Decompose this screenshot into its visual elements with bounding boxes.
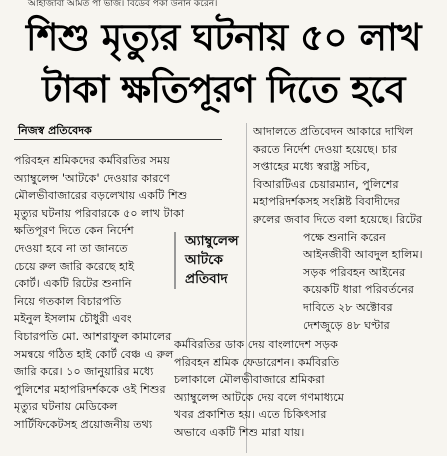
text-line: খবর প্রকাশিত হয়। এতে চিকিৎসার xyxy=(174,408,327,422)
text-line: কয়েকটি ধারা পরিবর্তনের xyxy=(303,283,414,297)
right-column xyxy=(253,123,443,334)
text-line: দেওয়া হবে না তা জানতে xyxy=(14,241,128,255)
text-line: রুলের জবাব দিতে বলা হয়েছে। রিটের xyxy=(253,212,423,226)
text-line: বিচারপতি মো. আশরাফুল কামালের xyxy=(14,329,172,343)
text-line: সড়ক পরিবহন আইনের xyxy=(303,265,406,279)
pull-quote-line: অ্যাম্বুলেন্স xyxy=(185,233,239,249)
headline-line-2: টাকা ক্ষতিপূরণ দিতে হবে xyxy=(42,68,405,111)
text-line: অভাবে একটি শিশু মারা যায়। xyxy=(174,425,305,439)
text-line: দেশজুড়ে ৪৮ ঘণ্টার xyxy=(303,318,390,332)
text-line: মৃত্যুর ঘটনায় মেডিকেল xyxy=(14,400,118,414)
text-line: নিয়ে গতকাল বিচারপতি xyxy=(14,294,122,308)
text-line: পুলিশের মহাপরিদর্শককে ওই শিশুর xyxy=(14,382,166,396)
text-line: আইনজীবী আবদুল হালিম। xyxy=(303,248,423,262)
byline: নিজস্ব প্রতিবেদক xyxy=(18,124,92,137)
text-line: পক্ষে শুনানি করেন xyxy=(303,230,386,244)
text-line: জারি করে। ১০ জানুয়ারির মধ্যে xyxy=(14,365,154,379)
pull-quote-line: আটকে xyxy=(185,252,223,268)
text-line: মৌলভীবাজারের বড়লেখায় একটি শিশু xyxy=(14,189,188,203)
headline-line-1: শিশু মৃত্যুর ঘটনায় ৫০ লাখ xyxy=(25,16,422,59)
text-line: মইনুল ইসলাম চৌধুরী এবং xyxy=(14,312,132,326)
text-line: চেয়ে রুল জারি করেছে হাই xyxy=(14,259,135,273)
text-line: মহাপরিদর্শকসহ সংশ্লিষ্ট বিবাদীদের xyxy=(253,195,400,209)
text-line: পরিবহন শ্রমিক ফেডারেশন। কর্মবিরতি xyxy=(174,355,340,369)
text-line: মৃত্যুর ঘটনায় পরিবারকে ৫০ লাখ টাকা xyxy=(14,206,185,220)
text-line: চলাকালে মৌলভীবাজারে শ্রমিকরা xyxy=(174,373,325,387)
text-line: সমন্বয়ে গঠিত হাই কোর্ট বেঞ্চ এ রুল xyxy=(14,347,174,361)
text-line: দাবিতে ২৮ অক্টোবর xyxy=(303,300,393,314)
text-line: কর্মবিরতির ডাক দেয় বাংলাদেশ সড়ক xyxy=(174,338,338,351)
text-line: কোর্ট। একটি রিটের শুনানি xyxy=(14,277,132,291)
text-line: সপ্তাহের মধ্যে স্বরাষ্ট্র সচিব, xyxy=(253,160,370,174)
text-line: করতে নির্দেশ দেওয়া হয়েছে। চার xyxy=(253,142,398,156)
text-line: আদালতে প্রতিবেদন আকারে দাখিল xyxy=(253,125,414,138)
text-line: পরিবহন শ্রমিকদের কর্মবিরতির সময় xyxy=(14,154,170,167)
byline-divider xyxy=(14,139,222,140)
bottom-text xyxy=(174,336,444,442)
text-line: অ্যাম্বুলেন্স আটকে দেয় বলে গণমাধ্যমে xyxy=(174,390,344,404)
pull-quote-line: প্রতিবাদ xyxy=(185,271,228,287)
top-strip: আহাজাবা আমত পা ভাজ। বিডেব পৰ্কা উনান করেন। xyxy=(28,0,218,9)
pull-quote xyxy=(174,232,253,289)
text-line: অ্যাম্বুলেন্স 'আটকে' দেওয়ার কারণে xyxy=(14,171,170,185)
text-line: সার্টিফিকেটসহ প্রয়োজনীয় তথ্য xyxy=(14,417,153,431)
text-line: ক্ষতিপূরণ দিতে কেন নির্দেশ xyxy=(14,224,134,238)
headline xyxy=(0,12,447,116)
text-line: বিআরটিএর চেয়ারম্যান, পুলিশের xyxy=(253,177,399,191)
